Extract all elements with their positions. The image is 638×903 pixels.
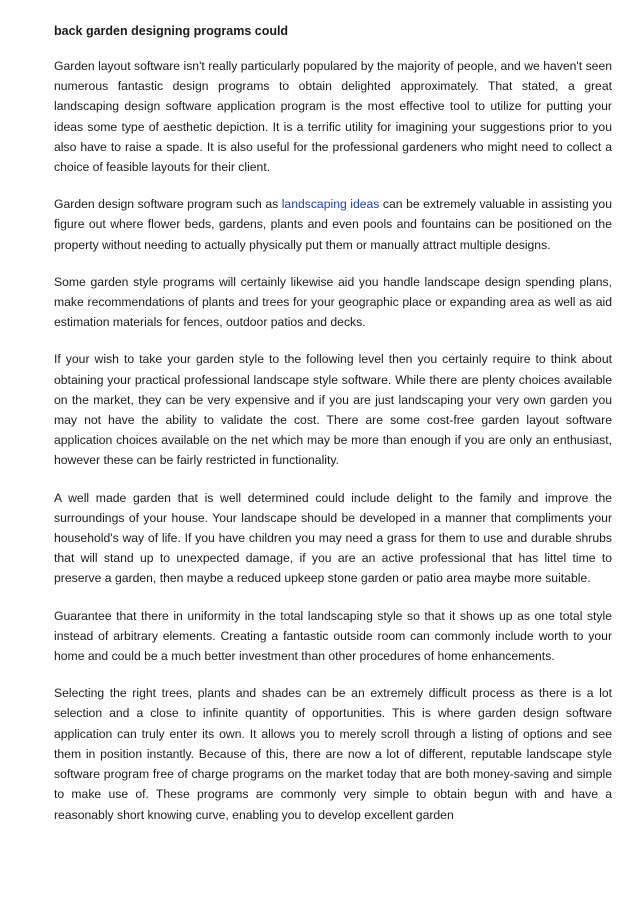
landscaping-ideas-link[interactable]: landscaping ideas bbox=[281, 197, 380, 212]
paragraph-1: Garden layout software isn't really particularly populared by the majority of people, and we haven't seen numerous fantastic design programs to obtain delighted approximately. That stated, a great landscaping design software application program is the most effective tool to utilize for putting your ideas some type of aesthetic depiction. It is a terrific utility for imagining your suggestions prior to you also have to raise a spade. It is also useful for the professional gardeners who might need to collect a choice of feasible layouts for their client. bbox=[54, 59, 612, 175]
paragraph-4: If your wish to take your garden style to the following level then you certainly require to think about obtaining your practical professional landscape style software. While there are plenty choices available on the market, they can be very expensive and if you are just landscaping your very own garden you may not have the ability to validate the cost. There are some cost-free garden layout software application choices available on the net which may be more than enough if you are only an enthusiast, however these can be fairly restricted in functionality. bbox=[54, 352, 612, 468]
document-page bbox=[54, 20, 612, 842]
paragraph-7: Selecting the right trees, plants and shades can be an extremely difficult process as there is a lot selection and a close to infinite quantity of opportunities. This is where garden design software application can truly enter its own. It allows you to merely scroll through a listing of options and see them in position instantly. Because of this, there are now a lot of different, reputable landscape style software program free of charge programs on the market today that are both money-saving and simple to make use of. These programs are commonly very simple to obtain begun with and have a reasonably short knowing curve, enabling you to develop excellent garden bbox=[54, 686, 612, 822]
paragraph-6: Guarantee that there in uniformity in the total landscaping style so that it shows up as one total style instead of arbitrary elements. Creating a fantastic outside room can commonly include worth to your home and could be a much better investment than other procedures of home enhancements. bbox=[54, 608, 612, 664]
paragraph-2-before: Garden design software program such as bbox=[54, 197, 282, 212]
paragraph-2-after: can be extremely valuable in assisting you figure out where flower beds, gardens, plants and even pools and fountains can be positioned on the property without needing to actually physically put them or manually attract multiple designs. bbox=[54, 197, 612, 252]
paragraph-3: Some garden style programs will certainly likewise aid you handle landscape design spending plans, make recommendations of plants and trees for your geographic place or expanding area as well as aid estimation materials for fences, outdoor patios and decks. bbox=[54, 274, 612, 330]
paragraph-2 bbox=[54, 194, 612, 255]
paragraph-5: A well made garden that is well determined could include delight to the family and improve the surroundings of your house. Your landscape should be developed in a manner that compliments your household's way of life. If you have children you may need a grass for them to use and durable shrubs that will stand up to unexpected damage, if you are an active professional that has littel time to preserve a garden, then maybe a reduced upkeep stone garden or patio area maybe more suitable. bbox=[54, 490, 612, 586]
document-title: back garden designing programs could bbox=[54, 24, 289, 38]
